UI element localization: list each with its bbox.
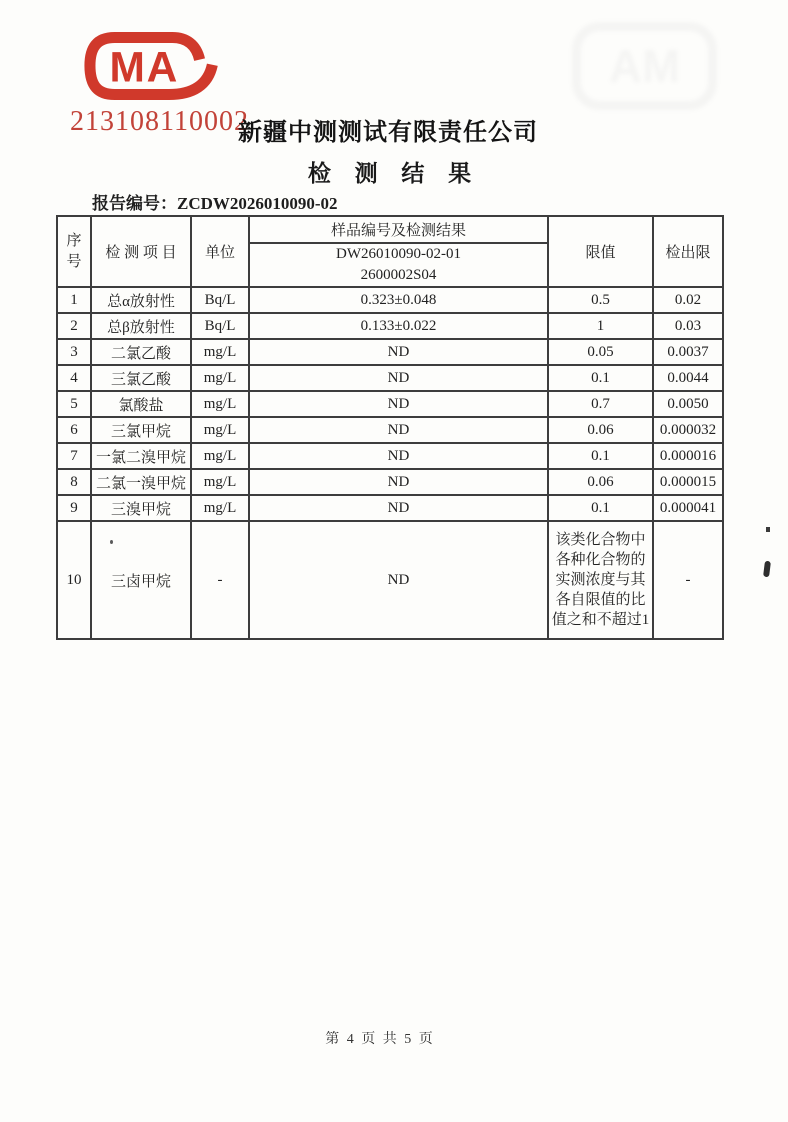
cell-limit: 0.1 — [548, 365, 653, 391]
scan-speck — [110, 540, 113, 544]
results-table — [56, 215, 724, 640]
sample-id-line2: 2600002S04 — [360, 267, 437, 283]
cell-result: ND — [249, 365, 548, 391]
table-header-row — [57, 216, 723, 243]
table-row — [57, 417, 723, 443]
cell-result: 0.323±0.048 — [249, 287, 548, 313]
scan-speck — [763, 561, 771, 578]
cell-limit: 1 — [548, 313, 653, 339]
cell-unit: mg/L — [191, 339, 249, 365]
bleed-through-letters: MA — [608, 40, 681, 92]
table-row — [57, 521, 723, 639]
col-header-item: 检 测 项 目 — [91, 216, 191, 287]
cell-seq: 4 — [57, 365, 91, 391]
table-row — [57, 469, 723, 495]
cell-result: ND — [249, 339, 548, 365]
cell-limit: 0.05 — [548, 339, 653, 365]
cell-result: ND — [249, 469, 548, 495]
report-number-value: ZCDW2026010090-02 — [177, 194, 338, 213]
sample-id-cell — [249, 243, 548, 287]
cell-item: 二氯一溴甲烷 — [91, 469, 191, 495]
cell-unit: mg/L — [191, 443, 249, 469]
cell-seq: 1 — [57, 287, 91, 313]
report-number-line — [92, 189, 338, 214]
table-row — [57, 391, 723, 417]
cell-result: ND — [249, 391, 548, 417]
cell-detection-limit: 0.0037 — [653, 339, 723, 365]
cell-unit: mg/L — [191, 495, 249, 521]
cell-unit: Bq/L — [191, 287, 249, 313]
col-header-unit: 单位 — [191, 216, 249, 287]
cell-item: 三卤甲烷 — [91, 521, 191, 639]
cell-detection-limit: 0.000032 — [653, 417, 723, 443]
scan-speck — [766, 527, 770, 532]
cell-item: 三溴甲烷 — [91, 495, 191, 521]
cell-item: 三氯甲烷 — [91, 417, 191, 443]
cell-unit: mg/L — [191, 417, 249, 443]
cell-seq: 8 — [57, 469, 91, 495]
cell-item: 总α放射性 — [91, 287, 191, 313]
cma-stamp — [84, 24, 220, 108]
cell-seq: 3 — [57, 339, 91, 365]
cell-detection-limit: 0.000016 — [653, 443, 723, 469]
cell-seq: 10 — [57, 521, 91, 639]
bleed-through-mark — [572, 22, 717, 110]
cell-limit: 0.5 — [548, 287, 653, 313]
cell-unit: mg/L — [191, 469, 249, 495]
cell-seq: 6 — [57, 417, 91, 443]
page-number: 第 4 页 共 5 页 — [325, 1032, 435, 1047]
cell-detection-limit: 0.03 — [653, 313, 723, 339]
col-header-seq: 序号 — [57, 216, 91, 287]
table-row — [57, 365, 723, 391]
col-header-limit: 限值 — [548, 216, 653, 287]
cell-item: 二氯乙酸 — [91, 339, 191, 365]
cma-certificate-number: 213108110002 — [70, 106, 249, 137]
cell-result: 0.133±0.022 — [249, 313, 548, 339]
cell-unit: mg/L — [191, 391, 249, 417]
table-row — [57, 339, 723, 365]
cell-limit: 0.1 — [548, 495, 653, 521]
cma-logo-letters: MA — [109, 44, 179, 92]
cell-seq: 2 — [57, 313, 91, 339]
cma-logo-icon — [84, 24, 220, 108]
cell-limit: 0.06 — [548, 469, 653, 495]
cell-detection-limit: - — [653, 521, 723, 639]
cell-limit: 该类化合物中各种化合物的实测浓度与其各自限值的比值之和不超过1 — [548, 521, 653, 639]
cell-detection-limit: 0.0044 — [653, 365, 723, 391]
cell-result: ND — [249, 495, 548, 521]
table-row — [57, 443, 723, 469]
table-row — [57, 495, 723, 521]
sample-id-line1: DW26010090-02-01 — [336, 246, 461, 262]
page-title: 检 测 结 果 — [307, 161, 481, 186]
cell-detection-limit: 0.0050 — [653, 391, 723, 417]
cell-limit: 0.1 — [548, 443, 653, 469]
cell-item: 一氯二溴甲烷 — [91, 443, 191, 469]
cell-detection-limit: 0.000041 — [653, 495, 723, 521]
cell-unit: mg/L — [191, 365, 249, 391]
table-row — [57, 287, 723, 313]
cell-item: 三氯乙酸 — [91, 365, 191, 391]
cell-detection-limit: 0.000015 — [653, 469, 723, 495]
cell-seq: 5 — [57, 391, 91, 417]
cell-limit: 0.7 — [548, 391, 653, 417]
cell-unit: Bq/L — [191, 313, 249, 339]
cell-detection-limit: 0.02 — [653, 287, 723, 313]
cell-seq: 7 — [57, 443, 91, 469]
company-name: 新疆中测测试有限责任公司 — [238, 120, 538, 146]
cell-result: ND — [249, 443, 548, 469]
table-row — [57, 313, 723, 339]
cell-result: ND — [249, 521, 548, 639]
cell-item: 总β放射性 — [91, 313, 191, 339]
cell-unit: - — [191, 521, 249, 639]
col-header-detection-limit: 检出限 — [653, 216, 723, 287]
cell-item: 氯酸盐 — [91, 391, 191, 417]
cell-result: ND — [249, 417, 548, 443]
col-header-sample-group: 样品编号及检测结果 — [249, 216, 548, 243]
cell-seq: 9 — [57, 495, 91, 521]
cell-limit: 0.06 — [548, 417, 653, 443]
report-number-label: 报告编号： — [92, 194, 177, 213]
